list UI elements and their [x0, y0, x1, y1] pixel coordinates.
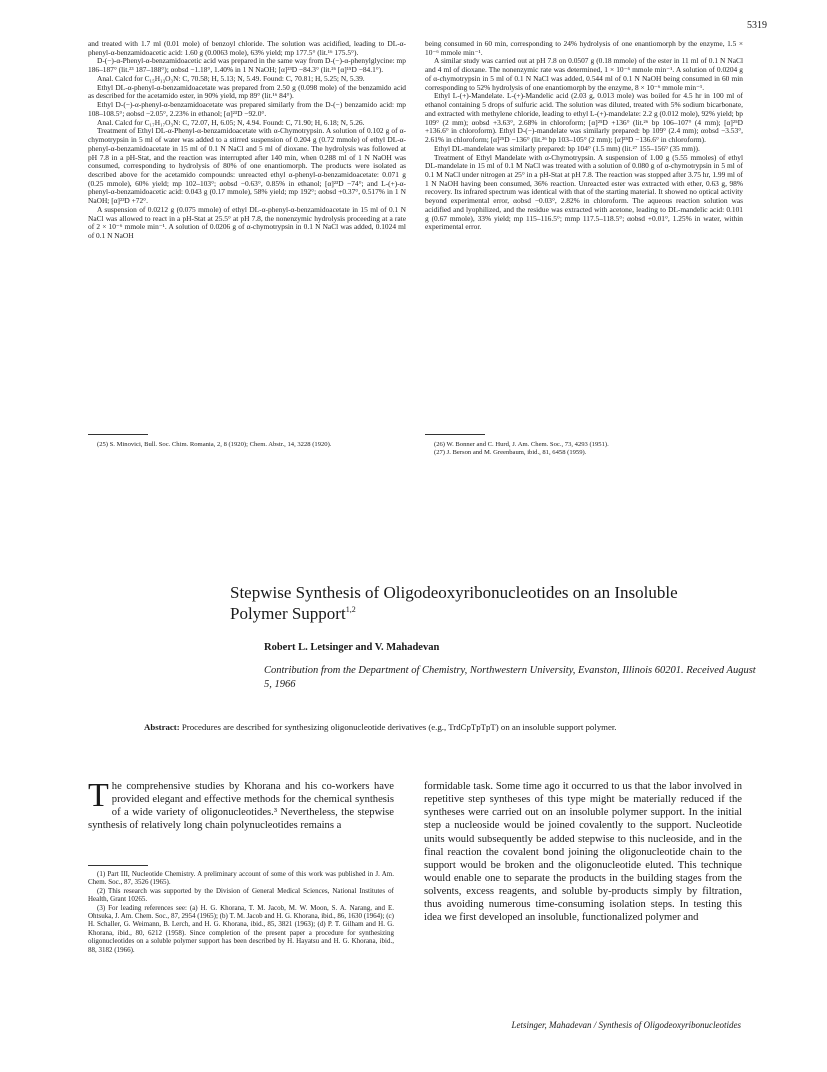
- paragraph: being consumed in 60 min, corresponding to 24% hydrolysis of one enantiomorph by the enzyme, 1.5 × 10⁻⁶ mmole min⁻¹.: [425, 39, 743, 57]
- paragraph: Treatment of Ethyl DL-α-Phenyl-α-benzamidoacetate with α-Chymotrypsin. A solution of 0.102 g of α-chymotrypsin in 5 ml of water was added to a stirred suspension of 0.204 g (0.72 mmole) of ethyl DL-α-phenyl-α-benzamidoacetate in 15 ml of 0.1 N NaCl and 5 ml of dioxane. The hydrolysis was followed at pH 7.8 in a pH-Stat, and the reaction was interrupted after 140 min, when 0.288 ml of 1 N NaOH was consumed, corresponding to hydrolysis of 80% of one enantiomorph. The products were isolated as described above for the acetamido compounds: unreacted ethyl α-phenyl-α-benzamidoacetate: 0.071 g (0.25 mmole), 60% yield; mp 102–103°; αobsd −0.63°, 0.85% in ethanol; [α]²³D −74°; and L-(+)-α-phenyl-α-benzamidoacetic acid: 0.043 g (0.17 mmole), 58% yield; mp 192°; αobsd +0.37°, 0.517% in 1 N NaOH; [α]²³D +72°.: [88, 126, 406, 206]
- paragraph: Ethyl L-(+)-Mandelate. L-(+)-Mandelic acid (2.03 g, 0.013 mole) was boiled for 4.5 hr in 100 ml of ethanol containing 5 drops of sulfuric acid. The solution was diluted, treated with 5% sodium bicarbonate, and extracted with methylene chloride, leading to ethyl L-(+)-mandelate: 2.2 g (0.012 mole), 92% yield; bp 109° (2 mm); αobsd +3.63°, 2.68% in chloroform; [α]²⁵D +136° (lit.²⁶ bp 106–107° (4 mm); [α]²⁵D +136.6° in chloroform). Ethyl D-(−)-mandelate was similarly prepared: bp 109° (2.4 mm); αobsd −3.53°, 2.61% in chloroform; [α]²⁵D −136° (lit.²⁶ bp 103–105° (2 mm); [α]²⁵D −136.6° in chloroform).: [425, 91, 743, 145]
- footnote: (27) J. Berson and M. Greenbaum, ibid., 81, 6458 (1959).: [434, 448, 587, 456]
- article-authors: Robert L. Letsinger and V. Mahadevan: [264, 642, 440, 653]
- experimental-column-right: [425, 40, 743, 232]
- paragraph: Anal. Calcd for C₁₇H₁₇O₃N: C, 72.07, H, 6.05; N, 4.94. Found: C, 71.90; H, 6.18; N, 5.26.: [97, 117, 365, 127]
- page-number: 5319: [747, 20, 767, 31]
- running-footer: Letsinger, Mahadevan / Synthesis of Oligodeoxyribonucleotides: [511, 1020, 741, 1030]
- paragraph: Ethyl D-(−)-α-phenyl-α-benzamidoacetate was prepared similarly from the D-(−) benzamido acid: mp 108–108.5°; αobsd −2.05°, 2.23% in ethanol; [α]²³D −92.0°.: [88, 100, 406, 118]
- abstract-text: Procedures are described for synthesizing oligonucleotide derivatives (e.g., TrdCpTpTpT) on an insoluble support polymer.: [181, 722, 617, 732]
- paragraph: A similar study was carried out at pH 7.8 on 0.0507 g (0.18 mmole) of the ester in 11 ml of 0.1 N NaCl and 4 ml of dioxane. The nonenzymic rate was determined, 1 × 10⁻⁶ mmole min⁻¹. A solution of 0.0204 g of α-chymotrypsin in 5 ml of 0.1 N NaCl was added, 0.544 ml of 0.1 N NaOH being consumed in 60 min corresponding to 52% hydrolysis of one enantiomorph by the enzyme, 8 × 10⁻⁶ mmole min⁻¹.: [425, 56, 743, 92]
- contribution-line: Contribution from the Department of Chemistry, Northwestern University, Evanston, Illinois 60201. Received August 5, 1966: [264, 665, 756, 690]
- drop-cap: T: [88, 777, 109, 814]
- footnotes-right: [425, 441, 743, 457]
- title-footnote-marker: 1,2: [345, 605, 356, 615]
- footnotes-left: [88, 441, 406, 449]
- article-title: [230, 582, 700, 625]
- paragraph: D-(−)-α-Phenyl-α-benzamidoacetic acid was prepared in the same way from D-(−)-α-phenylglycine: mp 186–187° (lit.²³ 187–188°); αobsd −1.18°, 1.40% in 1 N NaOH; [α]²³D −84.3° (lit.²⁶ [α]¹⁵D −84.1°).: [88, 56, 406, 75]
- article-title-text: Stepwise Synthesis of Oligodeoxyribonucleotides on an Insoluble Polymer Support: [230, 583, 678, 624]
- body-text: he comprehensive studies by Khorana and his co-workers have provided elegant and effective methods for the chemical synthesis of a wide variety of oligonucleotides.³ Nevertheless, the stepwise synthesis of relatively long chain polynucleotides remains a: [88, 781, 394, 831]
- footnote-rule: [88, 865, 148, 866]
- footnote: (3) For leading references see: (a) H. G. Khorana, T. M. Jacob, M. W. Moon, S. A. Narang, and E. Ohtsuka, J. Am. Chem. Soc., 87, 2954 (1965); (b) T. M. Jacob and H. G. Khorana, ibid., 86, 1630 (1964); (c) H. Schaller, G. Weimann, B. Lerch, and H. G. Khorana, ibid., 85, 3821 (1963); (d) P. T. Gilham and H. G. Khorana, ibid., 80, 6212 (1958). Since completion of the present paper a procedure for synthesizing oligonucleotides on a soluble polymer support has been described by H. Hayatsu and H. G. Khorana, ibid., 88, 3182 (1966).: [88, 903, 394, 954]
- footnote: (25) S. Minovici, Bull. Soc. Chim. Romania, 2, 8 (1920); Chem. Abstr., 14, 3228 (1920).: [97, 441, 332, 448]
- experimental-column-left: [88, 40, 406, 241]
- abstract: [144, 722, 704, 733]
- paragraph: A suspension of 0.0212 g (0.075 mmole) of ethyl DL-α-phenyl-α-benzamidoacetate in 15 ml of 0.1 N NaCl was allowed to react in a pH-Stat at 25.5° at pH 7.8, the nonenzymic hydrolysis proceeding at a rate of 2 × 10⁻⁶ mmole min⁻¹. A solution of 0.0206 g of α-chymotrypsin in 0.1 N NaCl was added, 0.1024 ml of 0.1 N NaOH: [88, 204, 406, 241]
- body-column-right: formidable task. Some time ago it occurred to us that the labor involved in repetitive step syntheses of this type might be materially reduced if the syntheses were carried out on an insoluble polymer support. In the initial step a nucleoside would be joined covalently to the support. Nucleotide units would subsequently be added stepwise to this nucleoside, and in the final reaction the covalent bond joining the oligonucleotide chain to the support would be broken and the oligonucleotide eluted. This technique would enable one to separate the products in the building stages from the solvents, excess reagents, and soluble by-products simply by filtration, thus avoiding numerous time-consuming isolation steps. In testing this idea we first developed an insoluble, functionalized polymer and: [424, 781, 742, 924]
- footnote: (2) This research was supported by the Division of General Medical Sciences, National Institutes of Health, Grant 10265.: [88, 886, 394, 904]
- footnote: (1) Part III, Nucleotide Chemistry. A preliminary account of some of this work was published in J. Am. Chem. Soc., 87, 3526 (1965).: [88, 870, 394, 887]
- footnote-rule: [88, 434, 148, 435]
- article-footnotes: [88, 870, 394, 954]
- abstract-label: Abstract:: [144, 722, 180, 732]
- footnote: (26) W. Bonner and C. Hurd, J. Am. Chem. Soc., 73, 4293 (1951).: [434, 441, 609, 448]
- paragraph: Ethyl DL-α-phenyl-α-benzamidoacetate was prepared from 2.50 g (0.098 mole) of the benzamido acid as described for the acetamido ester, in 90% yield, mp 89° (lit.¹⁶ 84°).: [88, 82, 406, 101]
- paragraph: and treated with 1.7 ml (0.01 mole) of benzoyl chloride. The solution was acidified, leading to DL-α-phenyl-α-benzamidoacetic acid: 1.60 g (0.0063 mole), 63% yield; mp 177.5° (lit.¹⁶ 175.5°).: [88, 39, 406, 57]
- paragraph: Anal. Calcd for C₁₅H₁₃O₃N: C, 70.58; H, 5.13; N, 5.49. Found: C, 70.81; H, 5.25; N, 5.39.: [97, 73, 365, 83]
- paragraph: Treatment of Ethyl Mandelate with α-Chymotrypsin. A suspension of 1.00 g (5.55 mmoles) of ethyl DL-mandelate in 15 ml of 0.1 M NaCl was treated with a solution of 0.080 g of α-chymotrypsin in 5 ml of 0.1 M NaCl under nitrogen at 25° in a pH-Stat at pH 7.8. The reaction was stopped after 3.75 hr, 1.99 ml of 1 N NaOH having been consumed, 36% reaction. Unreacted ester was extracted with ether, 0.63 g, 98% recovery. Its infrared spectrum was identical with that of the starting material. It showed no optical activity beyond experimental error, αobsd −0.03°, 2.82% in chloroform. The aqueous reaction solution was acidified and lyophilized, and the residue was extracted with acetone, leading to DL-mandelic acid: 0.101 g (0.67 mmole), 33% yield; mp 115–116.5°; mmp 117.5–118.5°; αobsd +0.01°, 1.25% in water, within experimental error.: [425, 152, 743, 232]
- body-column-left: [88, 777, 394, 833]
- paragraph: Ethyl DL-mandelate was similarly prepared: bp 104° (1.5 mm) (lit.²⁷ 155–156° (35 mm)).: [434, 143, 700, 153]
- footnote-rule: [425, 434, 485, 435]
